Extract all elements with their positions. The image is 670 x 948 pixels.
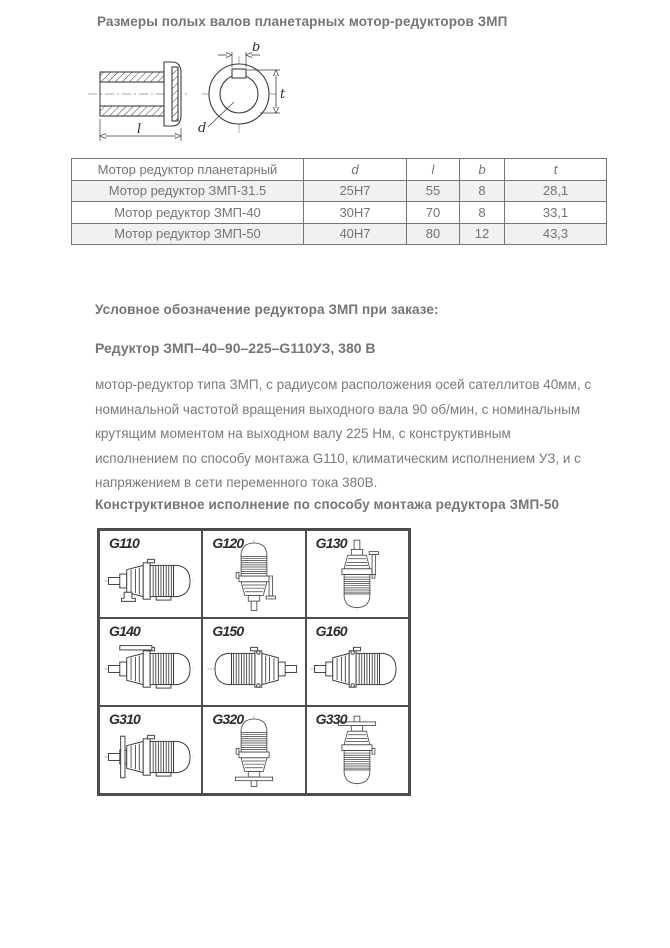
dim-label-b: b (252, 42, 261, 55)
table-row (72, 223, 607, 245)
table-cell: 8 (460, 180, 505, 202)
table-cell: 8 (460, 202, 505, 224)
mounting-cell-label: G150 (212, 623, 244, 639)
table-cell: 43,3 (505, 223, 607, 245)
shaft-front-view (198, 42, 286, 136)
mounting-cell-label: G140 (109, 623, 141, 639)
mounting-cell-g150 (202, 618, 305, 706)
dimensions-table-head (72, 159, 607, 181)
table-cell: 25Н7 (304, 180, 407, 202)
mounting-cell-g120 (202, 530, 305, 618)
table-header-cell: b (460, 159, 505, 181)
table-header-cell: Мотор редуктор планетарный (72, 159, 304, 181)
dim-label-l: l (137, 122, 142, 137)
table-cell: 30Н7 (304, 202, 407, 224)
motor-reducer-pictogram (204, 643, 304, 695)
table-cell: 55 (407, 180, 460, 202)
table-cell: Мотор редуктор ЗМП-40 (72, 202, 304, 224)
mounting-cell-label: G120 (212, 535, 244, 551)
table-header-cell: d (304, 159, 407, 181)
mounting-cell-label: G330 (315, 711, 347, 727)
mounting-cell-label: G110 (109, 535, 140, 551)
hollow-shaft-drawing (84, 42, 296, 159)
mounting-cell-g110 (99, 530, 202, 618)
table-row (72, 202, 607, 224)
mounting-cell-g130 (306, 530, 409, 618)
table-row (72, 180, 607, 202)
shaft-side-view (88, 62, 190, 141)
dim-label-d: d (198, 121, 207, 136)
mounting-cell-g330 (306, 706, 409, 794)
table-cell: Мотор редуктор ЗМП-50 (72, 223, 304, 245)
table-header-cell: t (505, 159, 607, 181)
page-title: Размеры полых валов планетарных мотор-редукторов ЗМП (97, 14, 508, 29)
mounting-cell-label: G130 (315, 535, 347, 551)
table-header-cell: l (407, 159, 460, 181)
order-heading: Условное обозначение редуктора ЗМП при заказе: (95, 302, 439, 317)
table-cell: 28,1 (505, 180, 607, 202)
dimensions-table-body (72, 180, 607, 245)
motor-reducer-pictogram (101, 731, 201, 783)
dim-label-t: t (280, 87, 286, 102)
table-cell: 12 (460, 223, 505, 245)
motor-reducer-pictogram (101, 643, 201, 695)
mounting-grid (97, 528, 411, 796)
order-description: мотор-редуктор типа ЗМП, с радиусом расположения осей сателлитов 40мм, с номинальной частотой вращения выходного вала 90 об/мин, с номинальным крутящим моментом на выходном валу 225 Нм, с конструктивным исполнением по способу монтажа G110, климатическим исполнением УЗ, и с напряжением в сети переменного тока 380В. (95, 377, 592, 491)
table-header-row (72, 159, 607, 181)
motor-reducer-pictogram (307, 643, 407, 695)
mounting-cell-label: G310 (109, 711, 141, 727)
motor-reducer-pictogram (101, 555, 201, 607)
mounting-cell-g140 (99, 618, 202, 706)
table-cell: 33,1 (505, 202, 607, 224)
table-cell: 70 (407, 202, 460, 224)
hollow-shaft-drawing-svg (84, 42, 296, 154)
dimensions-table (71, 158, 607, 245)
table-cell: 80 (407, 223, 460, 245)
mounting-cell-g310 (99, 706, 202, 794)
mounting-cell-label: G320 (212, 711, 244, 727)
table-cell: Мотор редуктор ЗМП-31.5 (72, 180, 304, 202)
mounting-cell-g160 (306, 618, 409, 706)
table-cell: 40Н7 (304, 223, 407, 245)
mounting-cell-label: G160 (315, 623, 347, 639)
order-designation: Редуктор ЗМП–40–90–225–G110УЗ, 380 В (95, 340, 376, 356)
mounting-cell-g320 (202, 706, 305, 794)
mounting-heading: Конструктивное исполнение по способу монтажа редуктора ЗМП-50 (95, 497, 560, 512)
